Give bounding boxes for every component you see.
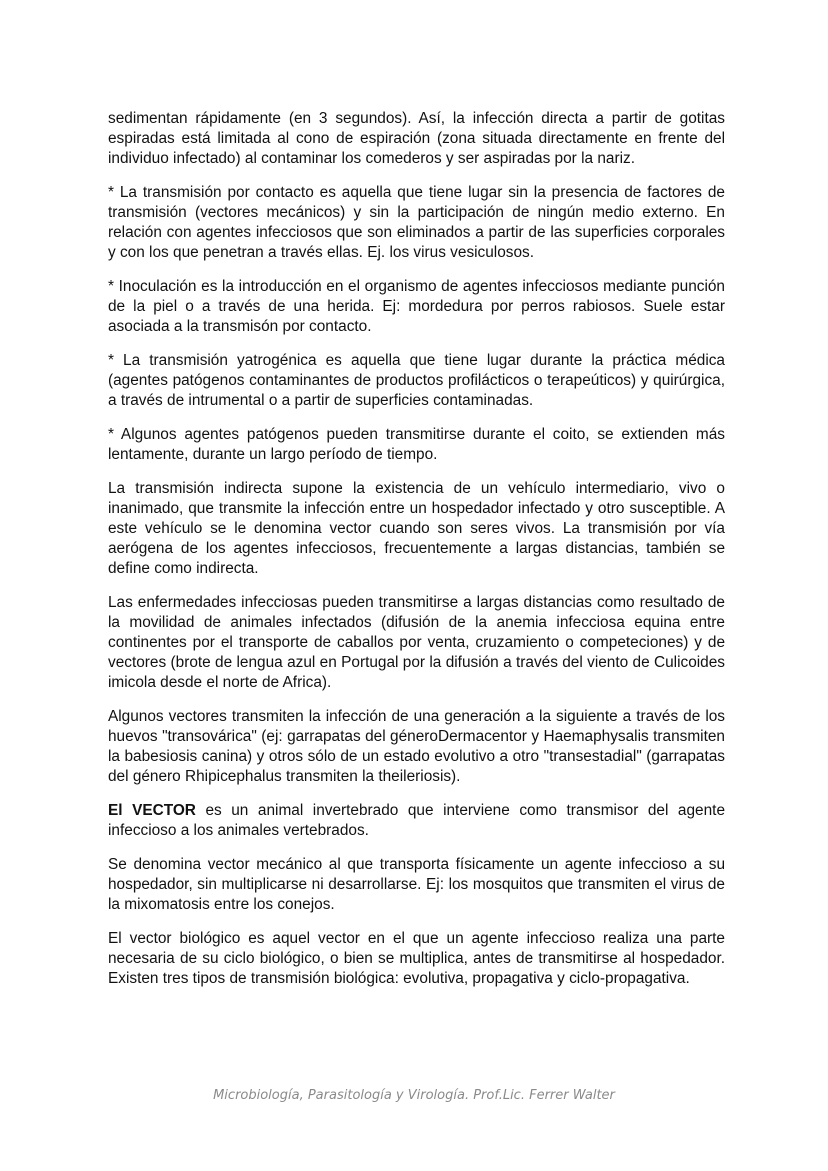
paragraph-vector-definition (108, 801, 725, 841)
paragraph-biological-vector: El vector biológico es aquel vector en el que un agente infeccioso realiza una parte necesaria de su ciclo biológico, o bien se multiplica, antes de transmitirse al hospedador. Existen tres tipos de transmisión biológica: evolutiva, propagativa y ciclo-propagativa. (108, 930, 725, 987)
paragraph-iatrogenic: * La transmisión yatrogénica es aquella que tiene lugar durante la práctica médica (agentes patógenos contaminantes de productos profilácticos o terapeúticos) y quirúrgica, a través de intrumental o a partir de superficies contaminadas. (108, 352, 725, 409)
paragraph-mechanical-vector: Se denomina vector mecánico al que transporta físicamente un agente infeccioso a su hospedador, sin multiplicarse ni desarrollarse. Ej: los mosquitos que transmiten el virus de la mixomatosis entre los conejos. (108, 856, 725, 913)
document-body (108, 109, 725, 1003)
paragraph-droplets: sedimentan rápidamente (en 3 segundos). Así, la infección directa a partir de gotitas espiradas está limitada al cono de espiración (zona situada directamente en frente del individuo infectado) al contaminar los comederos y ser aspiradas por la nariz. (108, 110, 725, 167)
paragraph-transovarial: Algunos vectores transmiten la infección de una generación a la siguiente a través de los huevos "transovárica" (ej: garrapatas del géneroDermacentor y Haemaphysalis transmiten la babesiosis canina) y otros sólo de un estado evolutivo a otro "transestadial" (garrapatas del género Rhipicephalus transmiten la theileriosis). (108, 708, 725, 785)
vector-definition-text: es un animal invertebrado que interviene como transmisor del agente infeccioso a los animales vertebrados. (108, 802, 726, 839)
paragraph-contact-transmission: * La transmisión por contacto es aquella que tiene lugar sin la presencia de factores de transmisión (vectores mecánicos) y sin la participación de ningún medio externo. En relación con agentes infecciosos que son eliminados a partir de las superficies corporales y con los que penetran a través ellas. Ej. los virus vesiculosos. (108, 184, 725, 261)
vector-term: El VECTOR (108, 802, 196, 819)
paragraph-coitus: * Algunos agentes patógenos pueden transmitirse durante el coito, se extienden más lentamente, durante un largo período de tiempo. (108, 426, 725, 463)
page-footer: Microbiología, Parasitología y Virología. Prof.Lic. Ferrer Walter (213, 1088, 615, 1103)
paragraph-inoculation: * Inoculación es la introducción en el organismo de agentes infecciosos mediante punción de la piel o a través de una herida. Ej: mordedura por perros rabiosos. Suele estar asociada a la transmisón por contacto. (108, 278, 725, 335)
paragraph-long-distance: Las enfermedades infecciosas pueden transmitirse a largas distancias como resultado de la movilidad de animales infectados (difusión de la anemia infecciosa equina entre continentes por el transporte de caballos por venta, cruzamiento o competeciones) y de vectores (brote de lengua azul en Portugal por la difusión a través del viento de Culicoides imicola desde el norte de Africa). (108, 594, 725, 691)
paragraph-indirect-transmission: La transmisión indirecta supone la existencia de un vehículo intermediario, vivo o inanimado, que transmite la infección entre un hospedador infectado y otro susceptible. A este vehículo se le denomina vector cuando son seres vivos. La transmisión por vía aerógena de los agentes infecciosos, frecuentemente a largas distancias, también se define como indirecta. (108, 480, 725, 577)
